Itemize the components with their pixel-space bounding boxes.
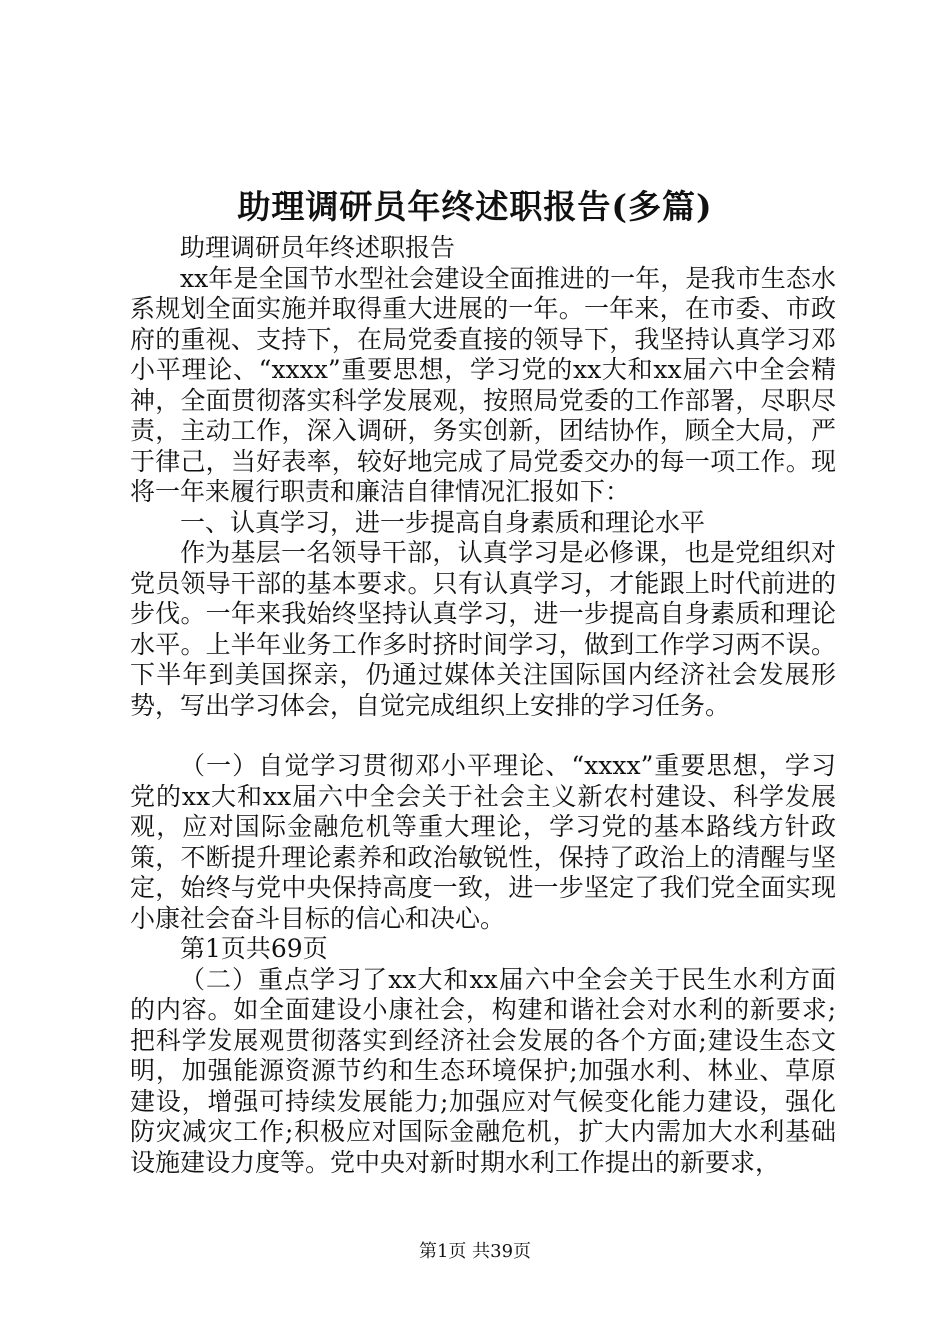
item-two-paragraph: （二）重点学习了xx大和xx届六中全会关于民生水利方面的内容。如全面建设小康社会，构建和谐社会对水利的新要求;把科学发展观贯彻落实到经济社会发展的各个方面;建设生态文明，加强能源资源节约和生态环境保护;加强水利、林业、草原建设，增强可持续发展能力;加强应对气候变化能力建设，强化防灾减灾工作;积极应对国际金融危机，扩大内需加大水利基础设施建设力度等。党中央对新时期水利工作提出的新要求， <box>130 964 836 1177</box>
study-paragraph: 作为基层一名领导干部，认真学习是必修课，也是党组织对党员领导干部的基本要求。只有认真学习，才能跟上时代前进的步伐。一年来我始终坚持认真学习，进一步提高自身素质和理论水平。上半年业务工作多时挤时间学习，做到工作学习两不误。下半年到美国探亲，仍通过媒体关注国际国内经济社会发展形势，写出学习体会，自觉完成组织上安排的学习任务。 <box>130 538 836 720</box>
document-body <box>130 233 836 1178</box>
document-title: 助理调研员年终述职报告(多篇) <box>237 187 713 226</box>
paragraph-spacer <box>130 721 836 751</box>
inline-page-marker: 第1页共69页 <box>180 934 328 963</box>
item-one-paragraph: （一）自觉学习贯彻邓小平理论、“xxxx”重要思想，学习党的xx大和xx届六中全会关于社会主义新农村建设、科学发展观，应对国际金融危机等重大理论，学习党的基本路线方针政策，不断提升理论素养和政治敏锐性，保持了政治上的清醒与坚定，始终与党中央保持高度一致，进一步坚定了我们党全面实现小康社会奋斗目标的信心和决心。 <box>130 751 836 933</box>
subtitle-paragraph: 助理调研员年终述职报告 <box>180 233 456 262</box>
section-heading: 一、认真学习，进一步提高自身素质和理论水平 <box>180 507 706 537</box>
intro-paragraph: xx年是全国节水型社会建设全面推进的一年，是我市生态水系规划全面实施并取得重大进展的一年。一年来，在市委、市政府的重视、支持下，在局党委直接的领导下，我坚持认真学习邓小平理论、“xxxx”重要思想，学习党的xx大和xx届六中全会精神，全面贯彻落实科学发展观，按照局党委的工作部署，尽职尽责，主动工作，深入调研，务实创新，团结协作，顾全大局，严于律己，当好表率，较好地完成了局党委交办的每一项工作。现将一年来履行职责和廉洁自律情况汇报如下： <box>130 263 836 506</box>
page-footer: 第1页 共39页 <box>418 1241 532 1262</box>
